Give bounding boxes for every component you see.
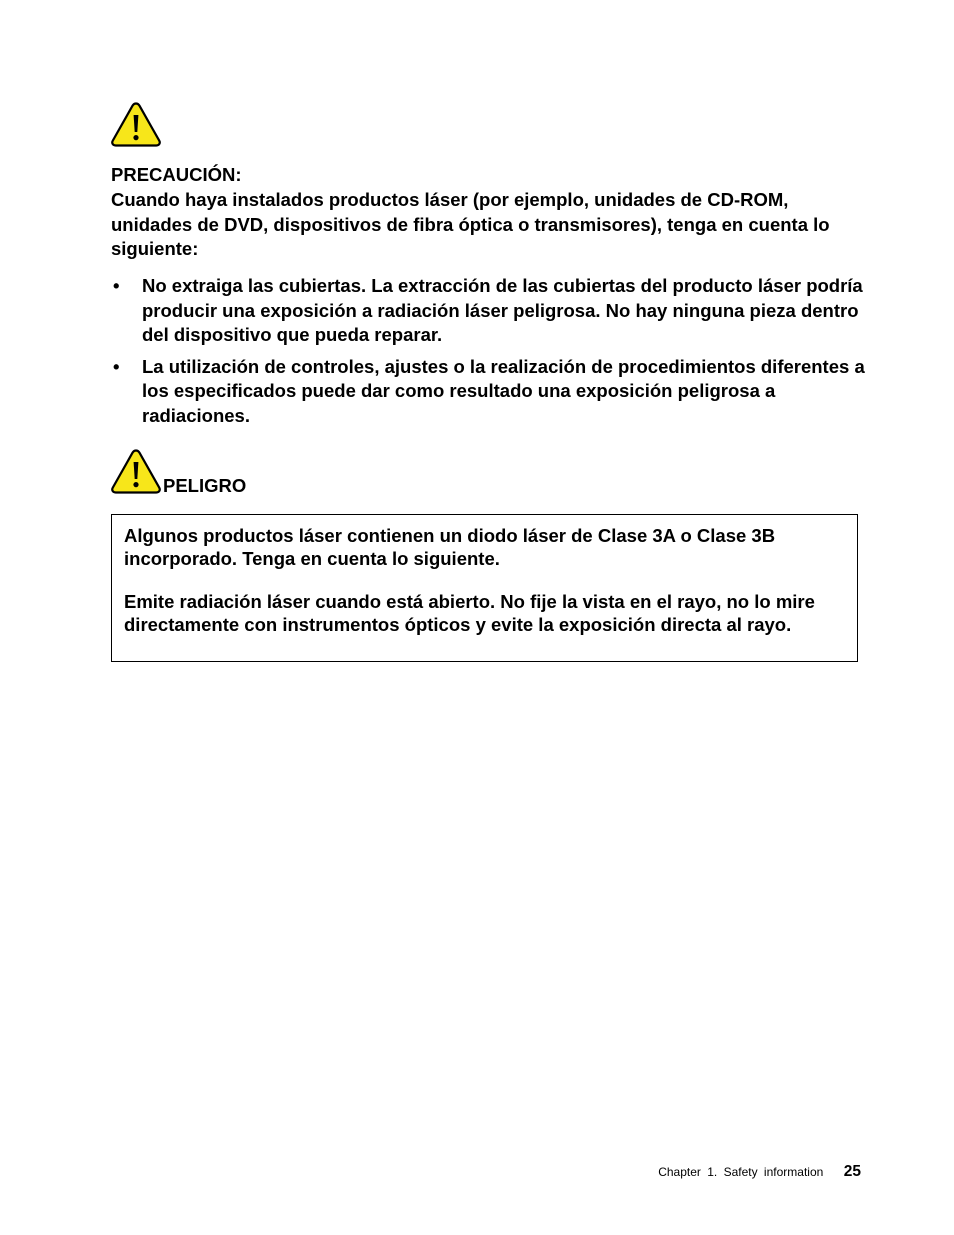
bullet-marker: • xyxy=(113,275,120,296)
warning-triangle-icon xyxy=(110,101,162,148)
caution-heading: PRECAUCIÓN: xyxy=(111,164,242,185)
caution-intro: Cuando haya instalados productos láser (por ejemplo, unidades de CD-ROM, unidades de DVD, dispositivos de fibra óptica o transmisores), tenga en cuenta lo siguiente: xyxy=(111,189,830,259)
caution-list xyxy=(111,274,871,435)
bullet-marker: • xyxy=(113,355,120,377)
list-item-text: La utilización de controles, ajustes o la realización de procedimientos diferentes a los especificados puede dar como resultado una exposición peligrosa a radiaciones. xyxy=(142,355,865,426)
page-footer xyxy=(658,1163,861,1181)
danger-heading: PELIGRO xyxy=(163,475,247,496)
danger-notice-box xyxy=(111,514,858,662)
warning-triangle-icon xyxy=(110,448,162,495)
list-item xyxy=(111,355,871,429)
list-item-text: No extraiga las cubiertas. La extracción de las cubiertas del producto láser podría producir una exposición a radiación láser peligrosa. No hay ninguna pieza dentro del dispositivo que pueda reparar. xyxy=(142,275,863,345)
footer-chapter-label: Chapter 1. Safety information xyxy=(658,1165,824,1179)
list-item xyxy=(111,274,871,348)
danger-paragraph: Emite radiación láser cuando está abierto. No fije la vista en el rayo, no lo mire directamente con instrumentos ópticos y evite la exposición directa al rayo. xyxy=(124,591,815,635)
page-number: 25 xyxy=(843,1163,861,1180)
danger-paragraph: Algunos productos láser contienen un diodo láser de Clase 3A o Clase 3B incorporado. Tenga en cuenta lo siguiente. xyxy=(124,525,776,569)
